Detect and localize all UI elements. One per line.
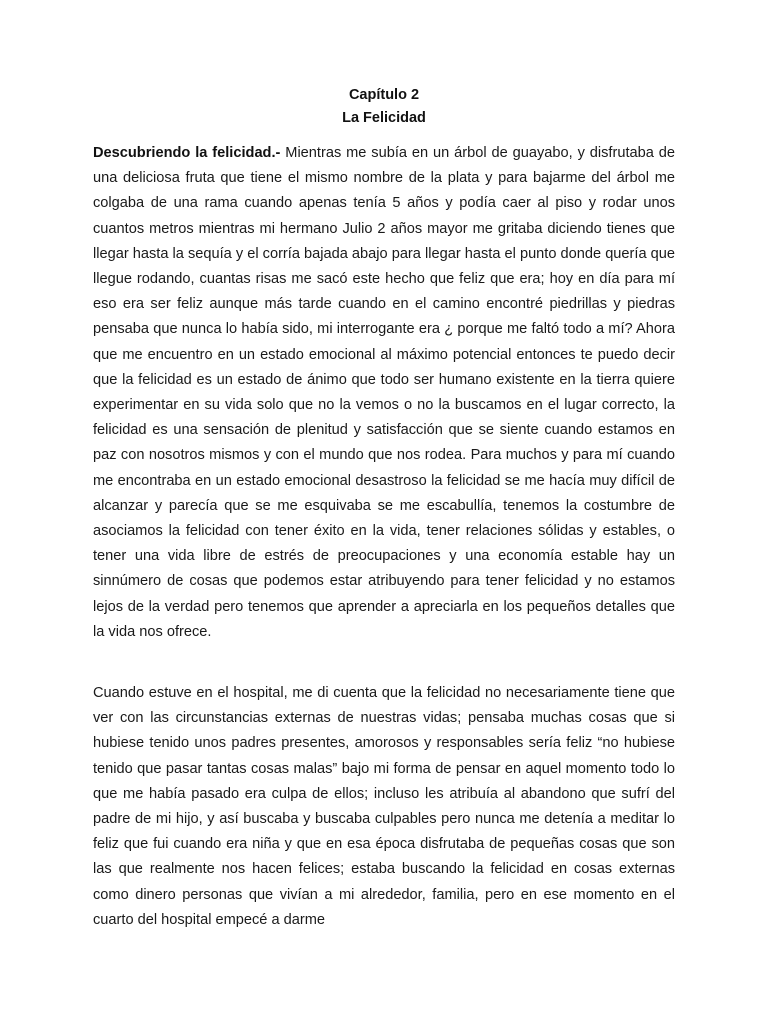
paragraph-2-text: Cuando estuve en el hospital, me di cuenta que la felicidad no necesariamente tiene que ver con las circunstancias externas de nuestras vidas; pensaba muchas cosas que si hubiese tenido unos padres presentes, amorosos y responsables sería feliz “no hubiese tenido que pasar tantas cosas malas” bajo mi forma de pensar en aquel momento todo lo que me había pasado era culpa de ellos; incluso les atribuía al abandono que sufrí del padre de mi hijo, y así buscaba y buscaba culpables pero nunca me detenía a meditar lo feliz que fui cuando era niña y que en esa época disfrutaba de pequeñas cosas que son las que realmente nos hacen felices; estaba buscando la felicidad en cosas externas como dinero personas que vivían a mi alrededor, familia, pero en ese momento en el cuarto del hospital empecé a darme <box>93 685 675 928</box>
paragraph-1-run-in-heading: Descubriendo la felicidad.- <box>93 145 281 161</box>
paragraph-1 <box>93 141 675 645</box>
paragraph-2 <box>93 681 675 933</box>
chapter-number: Capítulo 2 <box>348 87 420 103</box>
chapter-title: La Felicidad <box>342 110 426 126</box>
paragraph-1-text: Mientras me subía en un árbol de guayabo, y disfrutaba de una deliciosa fruta que tiene el mismo nombre de la plata y para bajarme del árbol me colgaba de una rama cuando apenas tenía 5 años y podía caer al piso y rodar unos cuantos metros mientras mi hermano Julio 2 años mayor me gritaba diciendo tienes que llegar hasta la sequía y el corría bajada abajo para llegar hasta el punto donde quería que llegue rodando, cuantas risas me sacó este hecho que feliz que era; hoy en día para mí eso era ser feliz aunque más tarde cuando en el camino encontré piedrillas y piedras pensaba que nunca lo había sido, mi interrogante era ¿ porque me faltó todo a mí? Ahora que me encuentro en un estado emocional al máximo potencial entonces te puedo decir que la felicidad es un estado de ánimo que todo ser humano existente en la tierra quiere experimentar en su vida solo que no la vemos o no la buscamos en el lugar correcto, la felicidad es una sensación de plenitud y satisfacción que se siente cuando estamos en paz con nosotros mismos y con el mundo que nos rodea. Para muchos y para mí cuando me encontraba en un estado emocional desastroso la felicidad se me hacía muy difícil de alcanzar y parecía que se me esquivaba se me escabullía, tenemos la costumbre de asociamos la felicidad con tener éxito en la vida, tener relaciones sólidas y estables, o tener una vida libre de estrés de preocupaciones y una economía estable hay un sinnúmero de cosas que podemos estar atribuyendo para tener felicidad y no estamos lejos de la verdad pero tenemos que aprender a apreciarla en los pequeños detalles que la vida nos ofrece. <box>93 145 675 640</box>
